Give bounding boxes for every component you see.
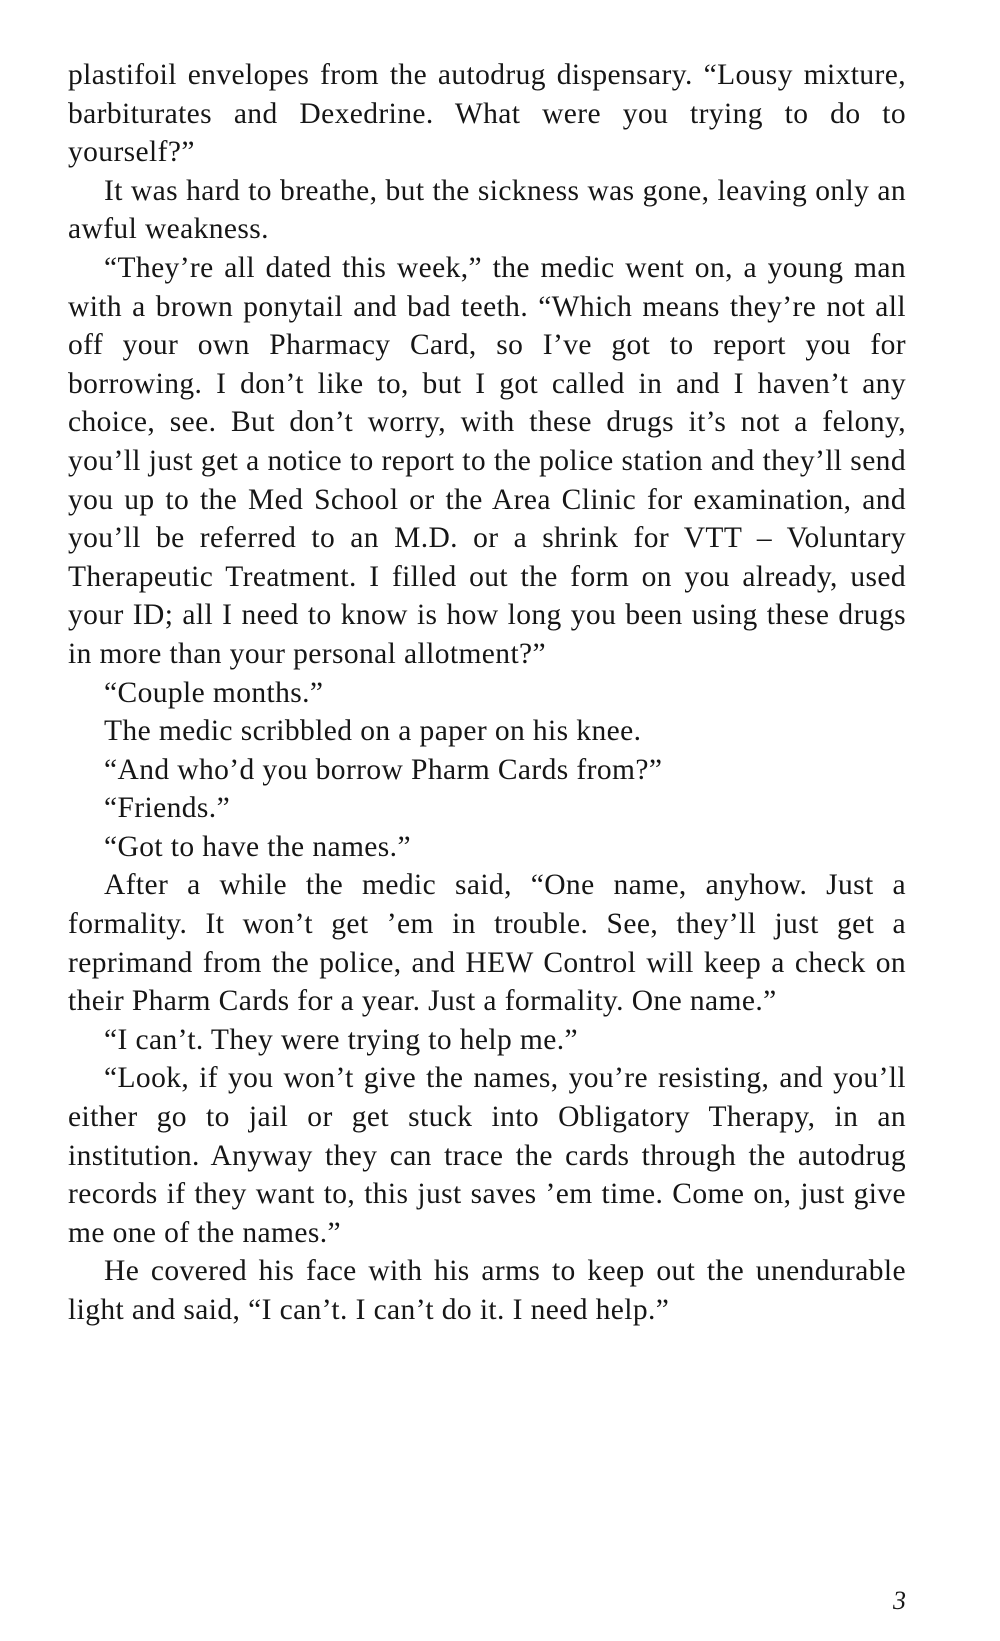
paragraph: “And who’d you borrow Pharm Cards from?” [104,753,663,786]
paragraph: After a while the medic said, “One name, anyhow. Just a formality. It won’t get ’em in trouble. See, they’ll just get a reprimand from the police, and HEW Control will keep a check on their Pharm Cards for a year. Just a formality. One name.” [68,869,906,1018]
paragraph: “I can’t. They were trying to help me.” [104,1023,579,1056]
paragraph: “Look, if you won’t give the names, you’re resisting, and you’ll either go to jail or get stuck into Obligatory Therapy, in an institution. Anyway they can trace the cards through the autodrug records if they want to, this just saves ’em time. Come on, just give me one of the names.” [68,1062,906,1249]
paragraph: It was hard to breathe, but the sickness was gone, leaving only an awful weakness. [68,174,906,246]
paragraph: “Friends.” [104,792,231,825]
paragraph: “Couple months.” [104,676,324,709]
page-body [68,56,906,1330]
paragraph: He covered his face with his arms to keep out the unendurable light and said, “I can’t. I can’t do it. I need help.” [68,1255,906,1326]
paragraph: “They’re all dated this week,” the medic went on, a young man with a brown ponytail and bad teeth. “Which means they’re not all off your own Pharmacy Card, so I’ve got to report you for borrowing. I don’t like to, but I got called in and I haven’t any choice, see. But don’t worry, with these drugs it’s not a felony, you’ll just get a notice to report to the police station and they’ll send you up to the Med School or the Area Clinic for examination, and you’ll be referred to an M.D. or a shrink for VTT – Voluntary Therapeutic Treatment. I filled out the form on you already, used your ID; all I need to know is how long you been using these drugs in more than your personal allotment?” [68,251,906,670]
page-number: 3 [893,1586,906,1615]
paragraph: “Got to have the names.” [104,830,411,863]
paragraph-continuation: plastifoil envelopes from the autodrug dispensary. “Lousy mixture, barbiturates and Dexedrine. What were you trying to do to yourself?” [68,59,906,169]
paragraph: The medic scribbled on a paper on his knee. [104,715,642,748]
